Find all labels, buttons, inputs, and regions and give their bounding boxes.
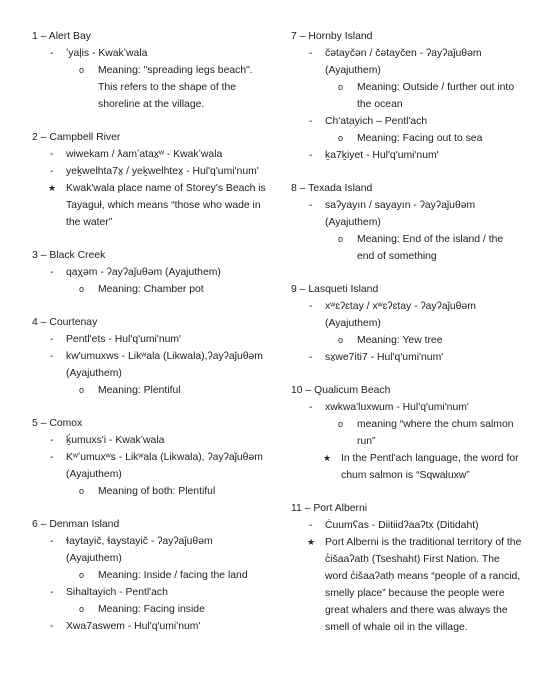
item-text: yeḵwelhta7x̱ / yeḵwelhtex̱ - Hul'q'umi'num' (66, 166, 259, 177)
name-item (32, 533, 270, 567)
circle-bullet-icon: o (79, 284, 85, 294)
item-text: xʷɛʔɛtay / xʷɛʔɛtay - ʔayʔaǰuθəm (Ayajuthem) (325, 301, 476, 329)
item-text: saʔyayın / sayayın - ʔayʔaǰuθəm (Ayajuthem) (325, 200, 476, 228)
dash-bullet-icon: - (309, 520, 313, 531)
meaning-item (32, 281, 270, 298)
place-section (32, 314, 270, 399)
note-item (32, 180, 270, 231)
meaning-item (291, 416, 523, 450)
circle-bullet-icon: o (338, 82, 344, 92)
item-text: Meaning: "spreading legs beach". This refers to the shape of the shoreline at the village. (98, 65, 253, 110)
circle-bullet-icon: o (338, 234, 344, 244)
item-text: wiwekam / ƛamʼatax̱ʷ - Kwakʼwala (66, 149, 223, 160)
item-text: kw'umuxws - Likʷala (Likwala),ʔayʔaǰuθəm (Ayajuthem) (66, 351, 263, 379)
place-heading: 1 – Alert Bay (32, 31, 91, 42)
item-text: Meaning: Outside / further out into the ocean (357, 82, 515, 110)
dash-bullet-icon: - (50, 435, 54, 446)
item-text: Meaning: Chamber pot (98, 284, 204, 295)
item-text: qaχəm - ʔayʔaǰuθəm (Ayajuthem) (66, 267, 221, 278)
item-text: Pentl'ets - Hul'q'umi'num' (66, 334, 182, 345)
meaning-item (291, 231, 523, 265)
meaning-item (291, 332, 523, 349)
dash-bullet-icon: - (309, 48, 313, 59)
name-item (291, 45, 523, 79)
name-item (32, 163, 270, 180)
dash-bullet-icon: - (309, 402, 313, 413)
meaning-item (32, 382, 270, 399)
name-item (32, 264, 270, 281)
place-section (291, 382, 523, 484)
dash-bullet-icon: - (50, 334, 54, 345)
name-item (32, 348, 270, 382)
dash-bullet-icon: - (50, 48, 54, 59)
star-bullet-icon: ★ (307, 537, 316, 547)
place-section (32, 516, 270, 635)
item-text: Meaning: Facing inside (98, 604, 205, 615)
star-bullet-icon: ★ (48, 183, 57, 193)
item-text: sx̱we7iti7 - Hul'q'umi'num' (325, 352, 444, 363)
dash-bullet-icon: - (50, 149, 54, 160)
place-heading: 3 – Black Creek (32, 250, 106, 261)
item-text: ḵ́umuxs'i - Kwakʼwala (66, 435, 165, 446)
dash-bullet-icon: - (50, 166, 54, 177)
circle-bullet-icon: o (79, 570, 85, 580)
meaning-item (291, 79, 523, 113)
name-item (32, 449, 270, 483)
item-text: Meaning: Facing out to sea (357, 133, 483, 144)
dash-bullet-icon: - (50, 536, 54, 547)
item-text: Meaning of both: Plentiful (98, 486, 216, 497)
meaning-item (291, 130, 523, 147)
place-heading: 2 – Campbell River (32, 132, 121, 143)
place-section (32, 28, 270, 113)
item-text: Meaning: Yew tree (357, 335, 443, 346)
circle-bullet-icon: o (79, 486, 85, 496)
item-text: Port Alberni is the traditional territory of the c̓išaaʔatḥ (Tseshaht) First Nation. The word c̓išaaʔatḥ means “people of a rancid, smelly place” because the people were great whalers and there was always the smell of whale oil in the village. (325, 537, 522, 633)
circle-bullet-icon: o (79, 385, 85, 395)
dash-bullet-icon: - (50, 351, 54, 362)
item-text: čətayčən / čətayčen - ʔayʔaǰuθəm (Ayajuthem) (325, 48, 482, 76)
place-section (32, 129, 270, 231)
name-item (32, 432, 270, 449)
place-heading: 10 – Qualicum Beach (291, 385, 391, 396)
star-bullet-icon: ★ (323, 453, 332, 463)
meaning-item (32, 567, 270, 584)
item-text: Meaning: Inside / facing the land (98, 570, 248, 581)
place-section (291, 28, 523, 164)
circle-bullet-icon: o (338, 335, 344, 345)
dash-bullet-icon: - (50, 452, 54, 463)
name-item (291, 517, 523, 534)
dash-bullet-icon: - (309, 116, 313, 127)
left-column (32, 28, 270, 651)
name-item (32, 331, 270, 348)
dash-bullet-icon: - (50, 621, 54, 632)
item-text: ʼyaļis - Kwakʼwala (66, 48, 148, 59)
place-heading: 5 – Comox (32, 418, 83, 429)
place-heading: 11 – Port Alberni (291, 503, 368, 514)
item-text: Meaning: End of the island / the end of something (357, 234, 504, 262)
dash-bullet-icon: - (309, 352, 313, 363)
place-heading: 7 – Hornby Island (291, 31, 373, 42)
name-item (291, 399, 523, 416)
place-heading: 6 – Denman Island (32, 519, 120, 530)
dash-bullet-icon: - (309, 150, 313, 161)
dash-bullet-icon: - (309, 200, 313, 211)
meaning-item (32, 62, 270, 113)
note-item (291, 450, 523, 484)
note-item (291, 534, 523, 636)
place-section (291, 281, 523, 366)
circle-bullet-icon: o (79, 65, 85, 75)
meaning-item (32, 601, 270, 618)
place-heading: 8 – Texada Island (291, 183, 373, 194)
place-section (291, 180, 523, 265)
name-item (32, 146, 270, 163)
name-item (32, 584, 270, 601)
item-text: meaning “where the chum salmon run” (357, 419, 514, 447)
name-item (291, 113, 523, 130)
dash-bullet-icon: - (50, 587, 54, 598)
name-item (291, 147, 523, 164)
item-text: Meaning: Plentiful (98, 385, 181, 396)
item-text: xwkwa'luxwum - Hul'q'umi'num' (325, 402, 469, 413)
place-heading: 4 – Courtenay (32, 317, 98, 328)
place-heading: 9 – Lasqueti Island (291, 284, 379, 295)
dash-bullet-icon: - (309, 301, 313, 312)
circle-bullet-icon: o (79, 604, 85, 614)
item-text: Kwak'wala place name of Storey's Beach is Tayaguł, which means “those who wade in the water” (66, 183, 266, 228)
place-section (32, 415, 270, 500)
name-item (32, 618, 270, 635)
name-item (291, 349, 523, 366)
name-item (291, 197, 523, 231)
right-column (291, 28, 523, 652)
circle-bullet-icon: o (338, 419, 344, 429)
item-text: Ċuumʕas - Diitiidʔaaʔtx̣ (Ditidaht) (325, 520, 479, 531)
item-text: ɬaytayič, ɬaystayič - ʔayʔaǰuθəm (Ayajuthem) (66, 536, 213, 564)
name-item (32, 45, 270, 62)
item-text: Ch'atayich – Pentl'ach (325, 116, 428, 127)
dash-bullet-icon: - (50, 267, 54, 278)
item-text: Sihaltayich - Pentl'ach (66, 587, 168, 598)
meaning-item (32, 483, 270, 500)
item-text: Xwa7aswem - Hul'q'umi'num' (66, 621, 201, 632)
name-item (291, 298, 523, 332)
place-section (291, 500, 523, 636)
circle-bullet-icon: o (338, 133, 344, 143)
item-text: ḵa7ḵiyet - Hul'q'umi'num' (325, 150, 439, 161)
place-section (32, 247, 270, 298)
item-text: In the Pentl'ach language, the word for chum salmon is “Sqwaluxw” (341, 453, 519, 481)
item-text: Kʷʼumuxʷs - Likʷala (Likwala), ʔayʔaǰuθəm (Ayajuthem) (66, 452, 263, 480)
